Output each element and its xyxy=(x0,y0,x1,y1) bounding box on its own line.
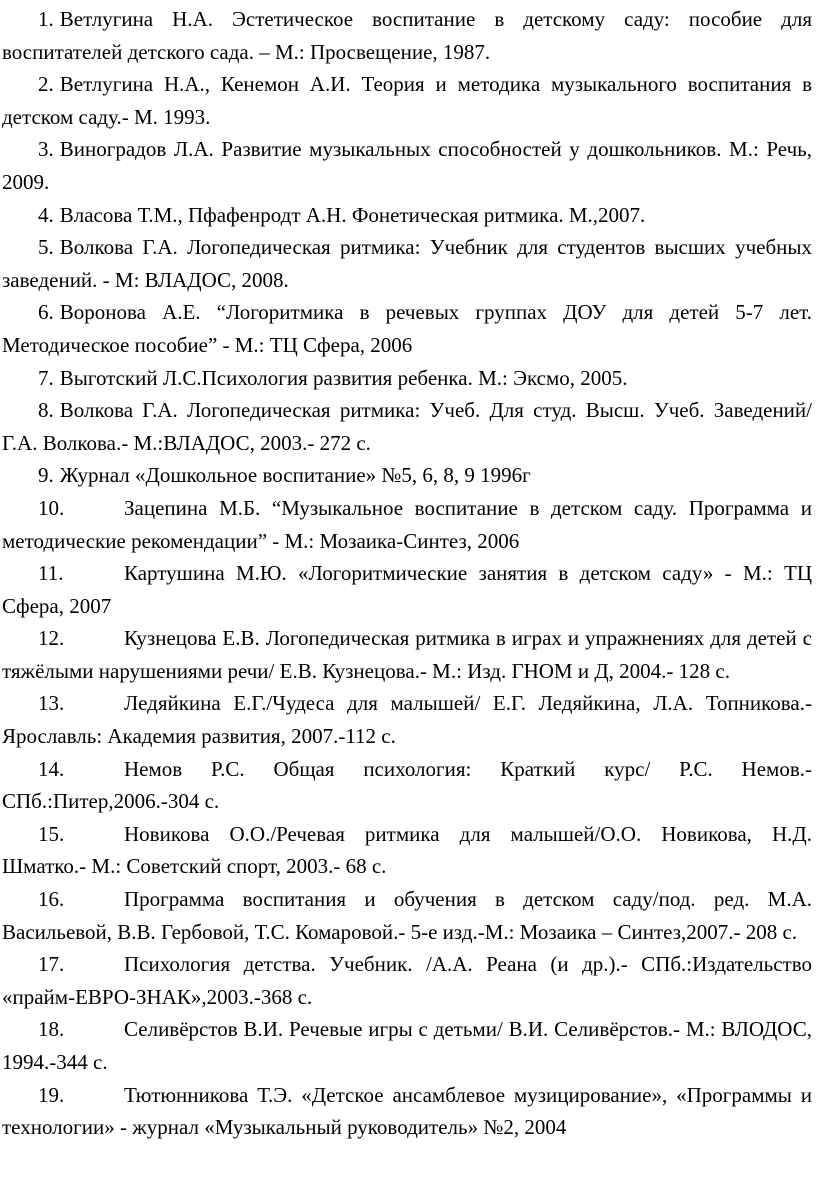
reference-entry xyxy=(2,492,812,557)
reference-text: Воронова А.Е. “Логоритмика в речевых группах ДОУ для детей 5-7 лет. Методическое пособие” - М.: ТЦ Сфера, 2006 xyxy=(2,300,812,357)
reference-text: Психология детства. Учебник. /А.А. Реана (и др.).- СПб.:Издательство «прайм-ЕВРО-ЗНАК»,2003.-368 с. xyxy=(2,952,812,1009)
reference-number: 1. xyxy=(38,7,54,31)
reference-entry xyxy=(2,1013,812,1078)
reference-entry xyxy=(2,394,812,459)
reference-text: Новикова О.О./Речевая ритмика для малышей/О.О. Новикова, Н.Д. Шматко.- М.: Советский спорт, 2003.- 68 с. xyxy=(2,821,812,879)
reference-text: Немов Р.С. Общая психология: Краткий курс/ Р.С. Немов.- СПб.:Питер,2006.-304 с. xyxy=(2,756,812,814)
reference-entry xyxy=(2,296,812,361)
reference-text: Селивёрстов В.И. Речевые игры с детьми/ В.И. Селивёрстов.- М.: ВЛОДОС, 1994.-344 с. xyxy=(2,1017,812,1074)
reference-number: 9. xyxy=(38,463,54,488)
reference-text: Программа воспитания и обучения в детском саду/под. ред. М.А. Васильевой, В.В. Гербовой, Т.С. Комаровой.- 5-е изд.-М.: Мозаика – Синтез,2007.- 208 с. xyxy=(2,887,812,944)
reference-number: 15. xyxy=(38,821,65,846)
reference-text: Тютюнникова Т.Э. «Детское ансамблевое музицирование», «Программы и технологии» - журнал «Музыкальный руководитель» №2, 2004 xyxy=(2,1082,812,1140)
reference-number: 2. xyxy=(38,72,54,97)
reference-text: Ветлугина Н.А., Кенемон А.И. Теория и методика музыкального воспитания в детском саду.- М. 1993. xyxy=(2,72,812,129)
reference-text: Кузнецова Е.В. Логопедическая ритмика в играх и упражнениях для детей с тяжёлыми нарушениями речи/ Е.В. Кузнецова.- М.: Изд. ГНОМ и Д, 2004.- 128 с. xyxy=(2,626,812,683)
reference-text: Власова Т.М., Пфафенродт А.Н. Фонетическая ритмика. М.,2007. xyxy=(59,202,646,227)
reference-list xyxy=(2,3,812,1144)
reference-number: 8. xyxy=(38,398,54,423)
reference-entry xyxy=(2,459,812,492)
reference-text: Волкова Г.А. Логопедическая ритмика: Учеб. Для студ. Высш. Учеб. Заведений/ Г.А. Волкова.- М.:ВЛАДОС, 2003.- 272 с. xyxy=(2,398,812,455)
reference-entry xyxy=(2,133,812,198)
reference-entry xyxy=(2,557,812,622)
reference-text: Журнал «Дошкольное воспитание» №5, 6, 8, 9 1996г xyxy=(59,463,531,488)
reference-number: 10. xyxy=(38,495,65,520)
reference-entry xyxy=(2,1079,812,1144)
reference-entry xyxy=(2,231,812,296)
reference-number: 3. xyxy=(38,137,54,162)
reference-text: Выготский Л.С.Психология развития ребенка. М.: Эксмо, 2005. xyxy=(59,365,628,390)
reference-entry xyxy=(2,883,812,948)
reference-text: Картушина М.Ю. «Логоритмические занятия в детском саду» - М.: ТЦ Сфера, 2007 xyxy=(2,561,812,618)
reference-entry xyxy=(2,948,812,1013)
reference-number: 4. xyxy=(38,202,54,227)
reference-text: Ветлугина Н.А. Эстетическое воспитание в детскому саду: пособие для воспитателей детского сада. – М.: Просвещение, 1987. xyxy=(2,7,812,64)
reference-number: 6. xyxy=(38,300,54,325)
reference-entry xyxy=(2,3,812,68)
reference-entry xyxy=(2,753,812,818)
reference-entry xyxy=(2,68,812,133)
reference-number: 17. xyxy=(38,952,65,977)
reference-number: 7. xyxy=(38,365,54,390)
reference-number: 19. xyxy=(38,1082,65,1107)
reference-entry xyxy=(2,818,812,883)
reference-number: 13. xyxy=(38,691,65,716)
reference-entry xyxy=(2,622,812,687)
reference-text: Виноградов Л.А. Развитие музыкальных способностей у дошкольников. М.: Речь, 2009. xyxy=(2,137,812,194)
reference-text: Волкова Г.А. Логопедическая ритмика: Учебник для студентов высших учебных заведений. - М: ВЛАДОС, 2008. xyxy=(2,235,812,292)
reference-number: 5. xyxy=(38,235,54,260)
reference-entry xyxy=(2,199,812,232)
reference-text: Зацепина М.Б. “Музыкальное воспитание в детском саду. Программа и методические рекомендации” - М.: Мозаика-Синтез, 2006 xyxy=(2,495,812,553)
reference-number: 18. xyxy=(38,1017,65,1042)
reference-entry xyxy=(2,362,812,395)
reference-entry xyxy=(2,687,812,752)
reference-number: 16. xyxy=(38,887,65,912)
reference-number: 12. xyxy=(38,626,65,651)
reference-number: 11. xyxy=(38,561,64,586)
reference-number: 14. xyxy=(38,756,65,781)
reference-text: Ледяйкина Е.Г./Чудеса для малышей/ Е.Г. Ледяйкина, Л.А. Топникова.- Ярославль: Академия развития, 2007.-112 с. xyxy=(2,691,812,749)
